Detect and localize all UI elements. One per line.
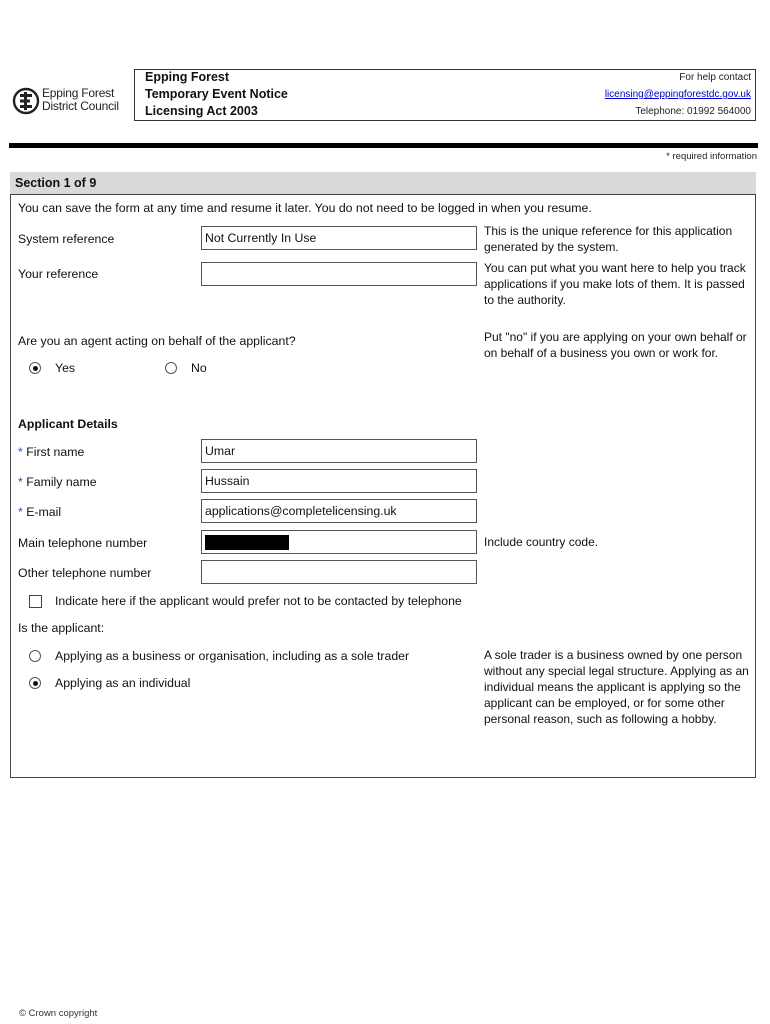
header-title-line-3: Licensing Act 2003 (145, 104, 258, 118)
first-name-field[interactable]: Umar (201, 439, 477, 463)
section-title: Section 1 of 9 (15, 176, 97, 190)
main-phone-help: Include country code. (484, 535, 599, 549)
family-name-label-text: Family name (26, 475, 97, 489)
agent-yes-radio[interactable] (29, 362, 41, 374)
applicant-type-help: A sole trader is a business owned by one person without any special legal structure. Applying as an individual means the applicant is applying so the applicant can be employed, or for some other personal reason, such as following a hobby. (484, 648, 749, 726)
required-information-note: * required information (666, 151, 757, 162)
system-reference-label: System reference (18, 232, 115, 246)
no-phone-contact-checkbox[interactable] (29, 595, 42, 608)
logo-text (42, 87, 119, 112)
main-phone-field[interactable] (201, 530, 477, 554)
agent-yes-label: Yes (55, 361, 76, 375)
required-mark: * (18, 445, 23, 459)
first-name-label-text: First name (26, 445, 85, 459)
agent-help: Put "no" if you are applying on your own behalf or on behalf of a business you own or work for. (484, 330, 747, 360)
agent-no-label: No (191, 361, 207, 375)
header-title-line-1: Epping Forest (145, 70, 230, 84)
redaction-block (205, 535, 289, 550)
applicant-business-label: Applying as a business or organisation, including as a sole trader (55, 649, 410, 663)
section-header-bar (10, 172, 756, 195)
applicant-business-radio[interactable] (29, 650, 41, 662)
agent-no-radio[interactable] (165, 362, 177, 374)
applicant-details-heading: Applicant Details (18, 417, 118, 431)
family-name-label (18, 475, 97, 489)
other-phone-label: Other telephone number (18, 566, 152, 580)
help-email-link[interactable]: licensing@eppingforestdc.gov.uk (604, 89, 751, 100)
your-reference-field[interactable] (201, 262, 477, 286)
logo-line-1: Epping Forest (42, 86, 115, 100)
system-reference-help: This is the unique reference for this application generated by the system. (484, 224, 733, 254)
logo-line-2: District Council (42, 99, 119, 113)
main-phone-label: Main telephone number (18, 536, 148, 550)
agent-question: Are you an agent acting on behalf of the applicant? (18, 334, 296, 348)
copyright: © Crown copyright (19, 1008, 98, 1019)
email-label (18, 505, 61, 519)
help-phone: Telephone: 01992 564000 (635, 106, 751, 117)
council-logo-icon (12, 86, 42, 116)
family-name-field[interactable]: Hussain (201, 469, 477, 493)
header-title-line-2: Temporary Event Notice (145, 87, 288, 101)
no-phone-contact-label: Indicate here if the applicant would prefer not to be contacted by telephone (55, 594, 462, 608)
email-field[interactable]: applications@completelicensing.uk (201, 499, 477, 523)
other-phone-field[interactable] (201, 560, 477, 584)
email-label-text: E-mail (26, 505, 62, 519)
system-reference-field[interactable]: Not Currently In Use (201, 226, 477, 250)
first-name-label (18, 445, 84, 459)
applicant-individual-radio[interactable] (29, 677, 41, 689)
required-mark: * (18, 505, 23, 519)
header-divider (9, 143, 758, 148)
required-mark: * (18, 475, 23, 489)
your-reference-help: You can put what you want here to help you track applications if you make lots of them. It is passed to the authority. (484, 261, 746, 307)
section-intro: You can save the form at any time and resume it later. You do not need to be logged in when you resume. (18, 201, 592, 215)
applicant-individual-label: Applying as an individual (55, 676, 191, 690)
help-contact-label: For help contact (679, 72, 751, 83)
your-reference-label: Your reference (18, 267, 99, 281)
applicant-type-question: Is the applicant: (18, 621, 105, 635)
